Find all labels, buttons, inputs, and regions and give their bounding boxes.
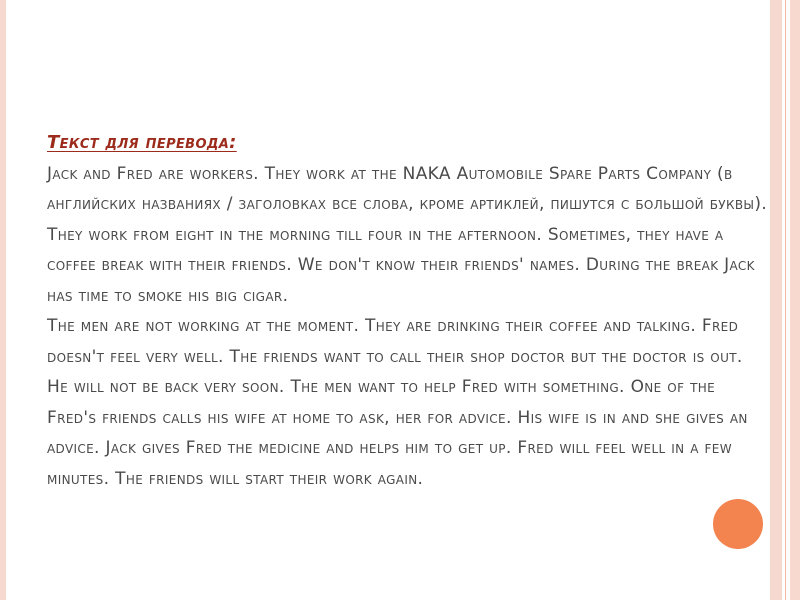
paragraph-2: The men are not working at the moment. They are drinking their coffee and talking. Fred doesn't feel very well. The friends want to call their shop doctor but the doctor is out. He will not be back very soon. The men want to help Fred with something. One of the Fred's friends calls his wife at home to ask, her for advice. His wife is in and she gives an advice. Jack gives Fred the medicine and helps him to get up. Fred will feel well in a few minutes. The friends will start their work again.	[47, 316, 748, 489]
right-border-stripe-outer	[790, 0, 800, 600]
slide-heading: Текст для перевода:	[47, 132, 237, 153]
right-border-stripe	[770, 0, 782, 600]
decorative-circle	[713, 499, 763, 549]
slide-text-block	[47, 128, 769, 494]
paragraph-1: Jack and Fred are workers. They work at the NAKA Automobile Spare Parts Company (в английских названиях / заголовках все слова, кроме артиклей, пишутся с большой буквы). They work from eight in the morning till four in the afternoon. Sometimes, they have a coffee break with their friends. We don't know their friends' names. During the break Jack has time to smoke his big cigar.	[47, 163, 768, 306]
left-border-stripe	[0, 0, 6, 600]
right-border-line	[785, 0, 786, 600]
